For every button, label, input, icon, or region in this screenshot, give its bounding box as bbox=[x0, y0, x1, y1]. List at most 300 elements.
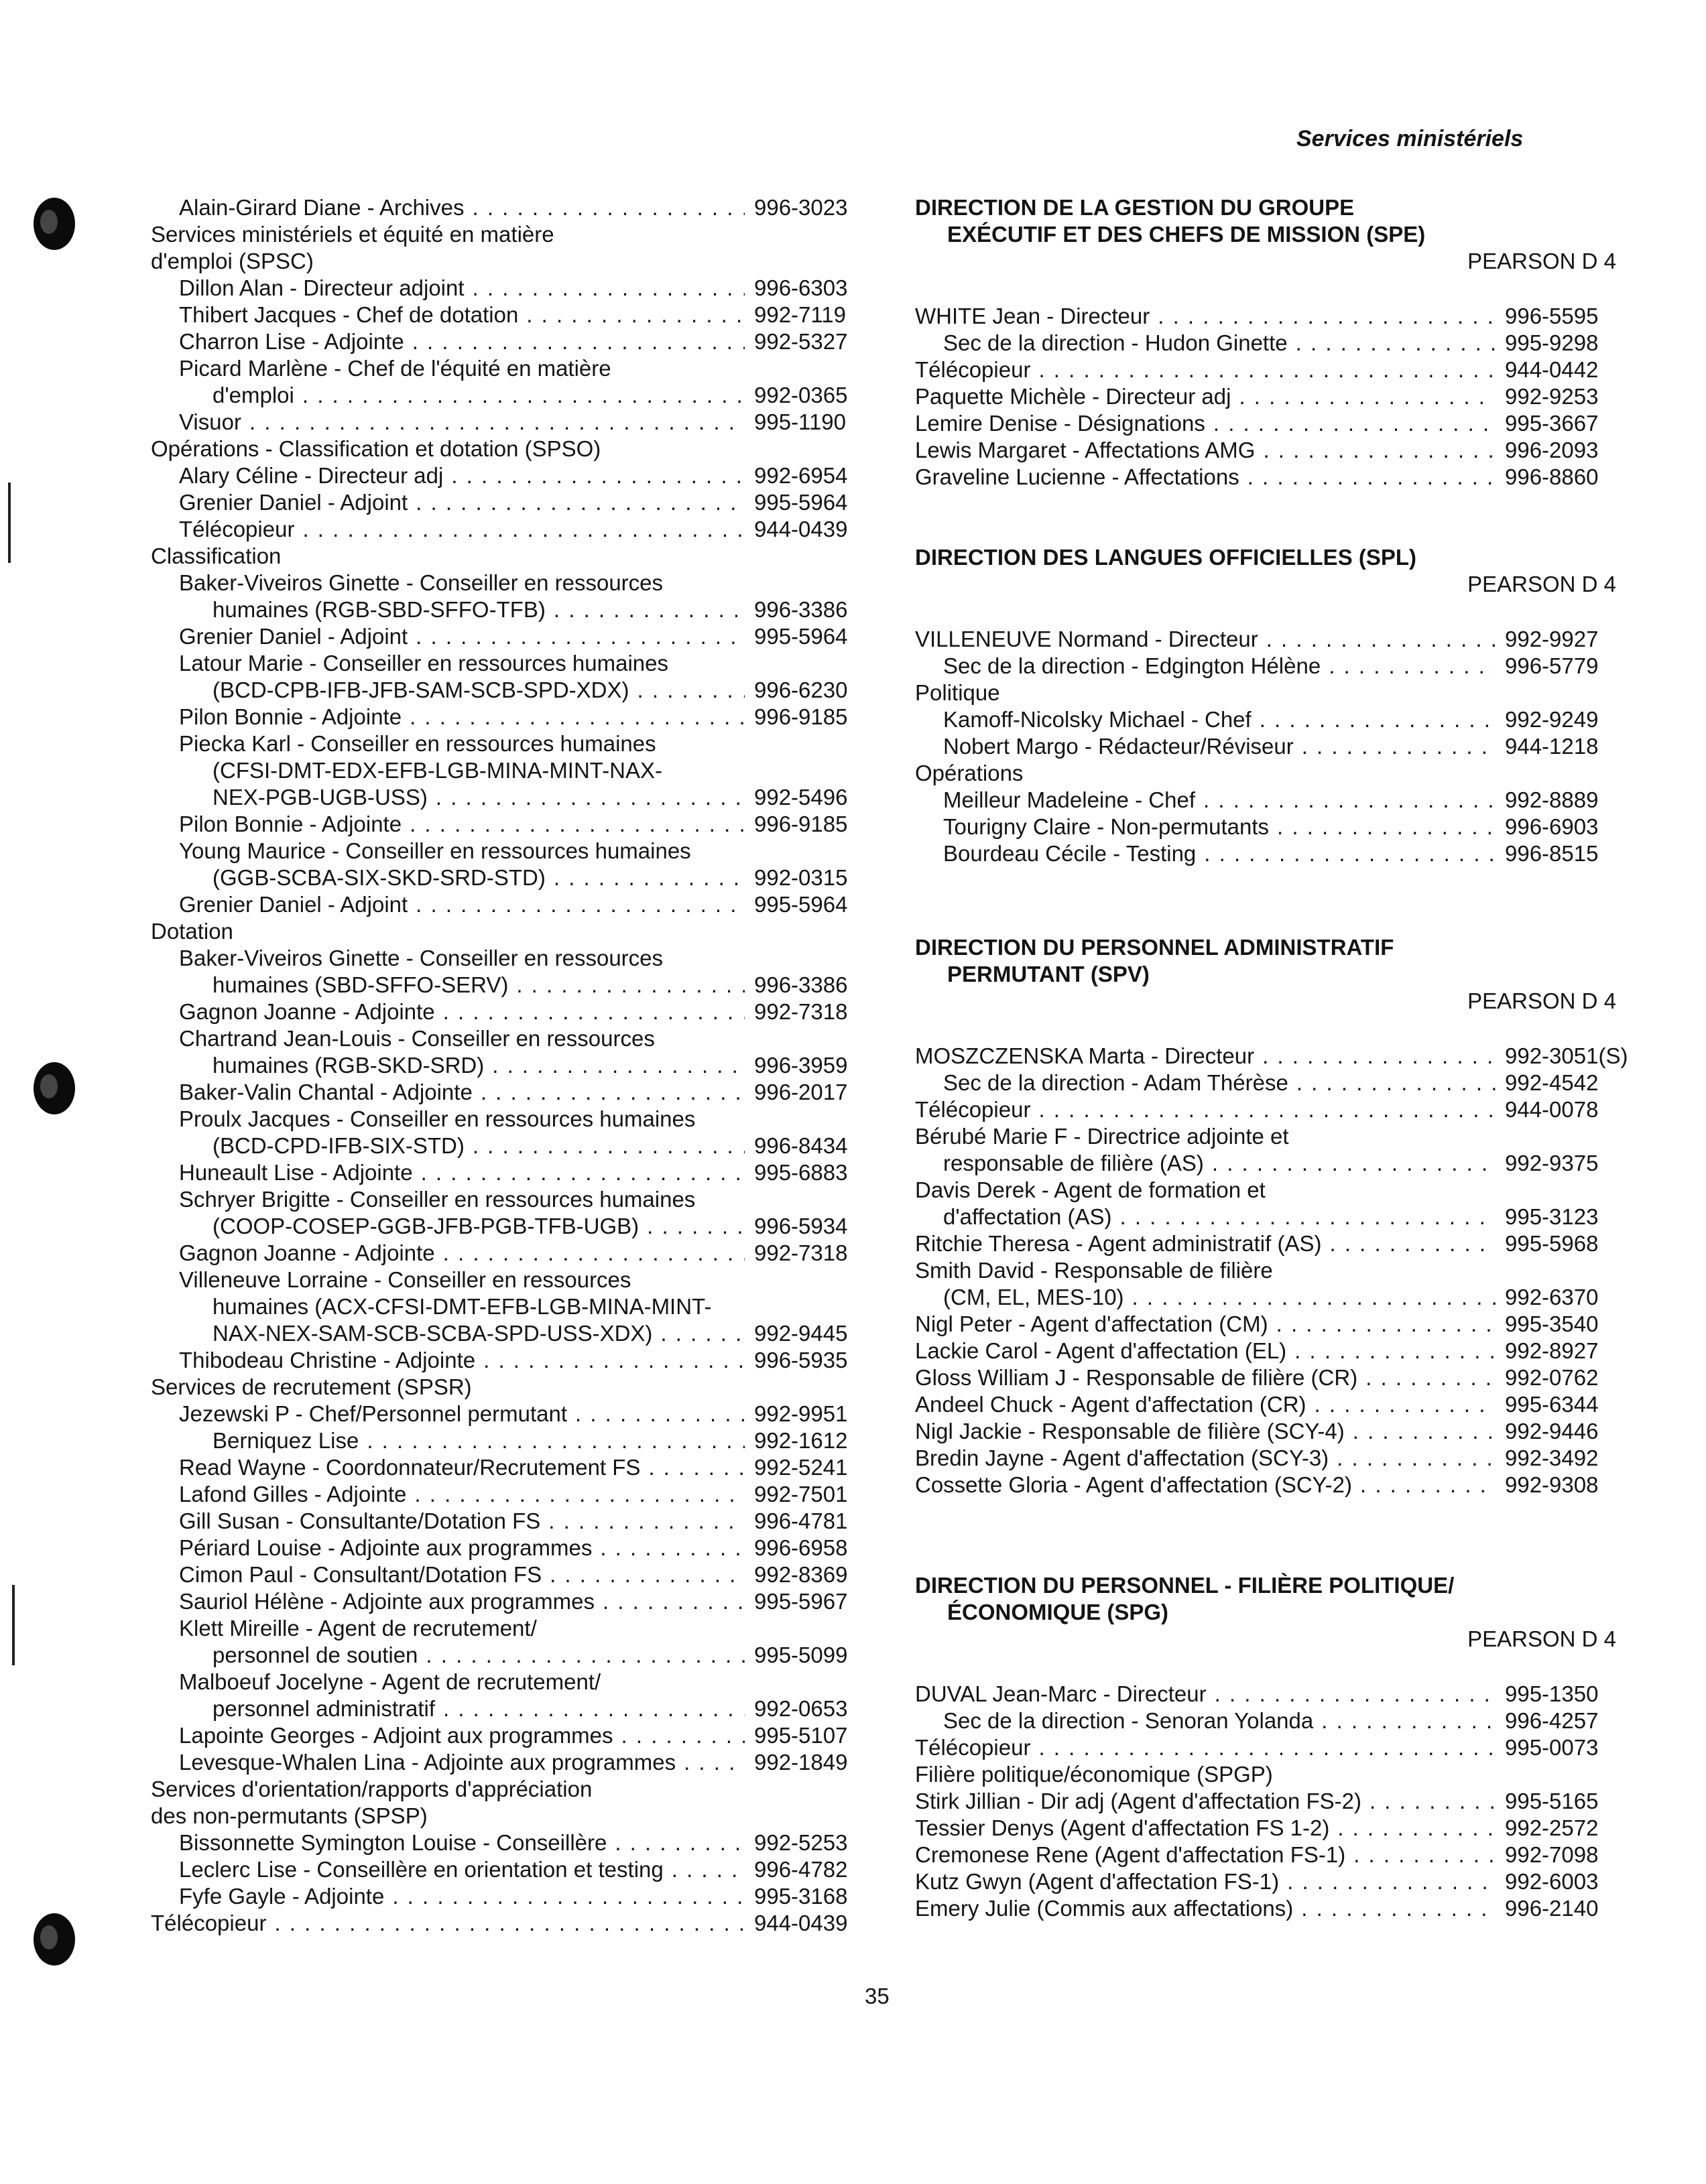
entry-phone: 992-1612 bbox=[754, 1428, 848, 1453]
entry-label: Lewis Margaret - Affectations AMG bbox=[915, 437, 1263, 464]
entry-label: DUVAL Jean-Marc - Directeur bbox=[915, 1681, 1215, 1708]
entry-label: (BCD-CPD-IFB-SIX-STD) bbox=[212, 1133, 473, 1159]
entry-phone: 996-5934 bbox=[754, 1214, 848, 1238]
directory-entry bbox=[151, 1186, 861, 1213]
entry-label: Berniquez Lise bbox=[212, 1427, 367, 1454]
directory-entry bbox=[151, 1508, 861, 1535]
directory-entry bbox=[151, 1427, 861, 1454]
entry-label: Baker-Viveiros Ginette - Conseiller en ressources bbox=[179, 570, 671, 596]
entry-label: (CM, EL, MES-10) bbox=[943, 1284, 1132, 1311]
entry-label: humaines (SBD-SFFO-SERV) bbox=[212, 972, 516, 999]
directory-entry bbox=[151, 596, 861, 623]
entry-phone: 996-6303 bbox=[754, 275, 848, 300]
entry-label: (CFSI-DMT-EDX-EFB-LGB-MINA-MINT-NAX- bbox=[212, 757, 670, 784]
entry-phone: 996-3386 bbox=[754, 597, 848, 622]
directory-entry bbox=[151, 1454, 861, 1481]
entry-label: Stirk Jillian - Dir adj (Agent d'affectation FS-2) bbox=[915, 1788, 1369, 1815]
entry-label: Schryer Brigitte - Conseiller en ressources humaines bbox=[179, 1186, 703, 1213]
entry-phone: 992-9951 bbox=[754, 1401, 848, 1426]
entry-label: Gloss William J - Responsable de filière (CR) bbox=[915, 1364, 1365, 1391]
entry-label: Picard Marlène - Chef de l'équité en matière bbox=[179, 355, 619, 382]
building-label: PEARSON D 4 bbox=[1467, 572, 1616, 596]
directory-entry bbox=[151, 811, 861, 838]
section-title: DIRECTION DU PERSONNEL ADMINISTRATIF bbox=[915, 935, 1394, 960]
entry-phone: 992-3051(S) bbox=[1505, 1043, 1628, 1068]
directory-entry bbox=[915, 1257, 1619, 1284]
building-label: PEARSON D 4 bbox=[1467, 249, 1616, 273]
entry-phone: 995-3667 bbox=[1505, 411, 1599, 436]
section-title: DIRECTION DES LANGUES OFFICIELLES (SPL) bbox=[915, 545, 1417, 570]
entry-label: Proulx Jacques - Conseiller en ressources humaines bbox=[179, 1106, 703, 1133]
directory-entry bbox=[151, 1615, 861, 1642]
entry-phone: 944-1218 bbox=[1505, 734, 1599, 759]
directory-entry bbox=[915, 1788, 1619, 1815]
entry-phone: 992-8889 bbox=[1505, 787, 1599, 812]
directory-entry bbox=[915, 733, 1619, 760]
entry-phone: 992-9249 bbox=[1505, 707, 1599, 732]
entry-phone: 996-6230 bbox=[754, 678, 848, 702]
directory-entry bbox=[151, 1749, 861, 1776]
entry-phone: 996-6958 bbox=[754, 1535, 848, 1560]
entry-label: Jezewski P - Chef/Personnel permutant bbox=[179, 1401, 575, 1427]
directory-entry bbox=[915, 1150, 1619, 1177]
entry-label: Télécopieur bbox=[915, 357, 1038, 383]
entry-label: Gagnon Joanne - Adjointe bbox=[179, 999, 443, 1025]
entry-phone: 996-9185 bbox=[754, 812, 848, 836]
section-title: PERMUTANT (SPV) bbox=[947, 962, 1150, 986]
section-title: DIRECTION DU PERSONNEL - FILIÈRE POLITIQUE/ bbox=[915, 1573, 1455, 1598]
directory-entry bbox=[151, 543, 861, 570]
directory-section bbox=[915, 194, 1619, 491]
directory-entry bbox=[915, 706, 1619, 733]
directory-entry bbox=[915, 814, 1619, 840]
entry-phone: 992-9375 bbox=[1505, 1151, 1599, 1175]
directory-entry bbox=[151, 1829, 861, 1856]
entry-label: Latour Marie - Conseiller en ressources humaines bbox=[179, 650, 676, 677]
entry-label: Bredin Jayne - Agent d'affectation (SCY-3) bbox=[915, 1445, 1337, 1472]
directory-entry bbox=[915, 1284, 1619, 1311]
entry-phone: 992-0653 bbox=[754, 1696, 848, 1721]
entry-label: Thibert Jacques - Chef de dotation bbox=[179, 302, 526, 328]
entry-label: Andeel Chuck - Agent d'affectation (CR) bbox=[915, 1391, 1315, 1418]
entry-phone: 995-3168 bbox=[754, 1884, 848, 1909]
entry-phone: 996-5595 bbox=[1505, 304, 1599, 328]
entry-label: Gill Susan - Consultante/Dotation FS bbox=[179, 1508, 548, 1535]
directory-entry bbox=[151, 462, 861, 489]
directory-entry bbox=[151, 1883, 861, 1910]
entry-phone: 992-7318 bbox=[754, 1240, 848, 1265]
entry-label: Piecka Karl - Conseiller en ressources humaines bbox=[179, 730, 664, 757]
directory-entry bbox=[151, 409, 861, 436]
entry-phone: 995-3540 bbox=[1505, 1311, 1599, 1336]
entry-label: NAX-NEX-SAM-SCB-SCBA-SPD-USS-XDX) bbox=[212, 1320, 660, 1347]
directory-entry bbox=[151, 1079, 861, 1106]
entry-phone: 992-7318 bbox=[754, 999, 848, 1024]
directory-entry bbox=[915, 1418, 1619, 1445]
directory-entry bbox=[915, 1204, 1619, 1230]
entry-phone: 992-0365 bbox=[754, 383, 848, 407]
entry-phone: 992-4542 bbox=[1505, 1070, 1599, 1095]
entry-label: Smith David - Responsable de filière bbox=[915, 1257, 1281, 1284]
directory-entry bbox=[915, 383, 1619, 410]
entry-label: Lafond Gilles - Adjointe bbox=[179, 1481, 414, 1508]
directory-entry bbox=[151, 302, 861, 328]
entry-phone: 944-0442 bbox=[1505, 357, 1599, 382]
entry-label: humaines (RGB-SKD-SRD) bbox=[212, 1052, 492, 1079]
entry-label: Alary Céline - Directeur adj bbox=[179, 462, 451, 489]
entry-label: Young Maurice - Conseiller en ressources humaines bbox=[179, 838, 699, 864]
directory-entry bbox=[151, 1803, 861, 1829]
entry-phone: 995-1190 bbox=[754, 409, 847, 434]
directory-entry bbox=[915, 1338, 1619, 1364]
directory-entry bbox=[151, 1267, 861, 1293]
entry-phone: 996-5779 bbox=[1505, 653, 1599, 678]
page-header: Services ministériels bbox=[1296, 126, 1524, 151]
entry-phone: 996-2017 bbox=[754, 1080, 848, 1104]
directory-entry bbox=[151, 757, 861, 784]
building-label: PEARSON D 4 bbox=[1467, 1626, 1616, 1651]
entry-label: Baker-Viveiros Ginette - Conseiller en ressources bbox=[179, 945, 671, 972]
entry-phone: 996-3959 bbox=[754, 1053, 848, 1078]
entry-phone: 992-6003 bbox=[1505, 1869, 1599, 1894]
entry-label: Grenier Daniel - Adjoint bbox=[179, 623, 416, 650]
page-number: 35 bbox=[865, 1984, 890, 2008]
directory-section bbox=[915, 934, 1628, 1498]
section-title: EXÉCUTIF ET DES CHEFS DE MISSION (SPE) bbox=[947, 222, 1426, 247]
entry-phone: 995-5964 bbox=[754, 490, 848, 515]
entry-label: Lackie Carol - Agent d'affectation (EL) bbox=[915, 1338, 1294, 1364]
entry-phone: 995-5964 bbox=[754, 892, 848, 917]
directory-entry bbox=[151, 1856, 861, 1883]
directory-entry bbox=[915, 1311, 1619, 1338]
entry-phone: 995-6883 bbox=[754, 1160, 848, 1185]
entry-phone: 992-9253 bbox=[1505, 384, 1599, 409]
entry-phone: 992-0762 bbox=[1505, 1365, 1599, 1390]
entry-label: Services ministériels et équité en matière bbox=[151, 221, 562, 248]
directory-entry bbox=[915, 1230, 1619, 1257]
directory-entry bbox=[915, 1123, 1619, 1150]
entry-phone: 996-2093 bbox=[1505, 438, 1599, 462]
entry-label: Télécopieur bbox=[915, 1096, 1038, 1123]
directory-entry bbox=[915, 1842, 1619, 1868]
directory-entry bbox=[151, 1776, 861, 1803]
entry-label: Lemire Denise - Désignations bbox=[915, 410, 1213, 437]
entry-phone: 995-5967 bbox=[754, 1589, 848, 1614]
directory-entry bbox=[151, 891, 861, 918]
entry-label: Cimon Paul - Consultant/Dotation FS bbox=[179, 1561, 550, 1588]
directory-entry bbox=[151, 623, 861, 650]
right-column bbox=[915, 194, 1628, 1922]
entry-phone: 996-9185 bbox=[754, 704, 848, 729]
entry-label: d'emploi (SPSC) bbox=[151, 248, 322, 275]
entry-phone: 992-7098 bbox=[1505, 1842, 1599, 1867]
entry-phone: 995-5964 bbox=[754, 624, 848, 649]
entry-label: Nigl Jackie - Responsable de filière (SCY-4) bbox=[915, 1418, 1353, 1445]
directory-entry bbox=[151, 838, 861, 864]
entry-phone: 992-6954 bbox=[754, 463, 848, 488]
entry-phone: 992-5253 bbox=[754, 1830, 848, 1855]
entry-phone: 996-3023 bbox=[754, 195, 848, 220]
entry-label: Malboeuf Jocelyne - Agent de recrutement/ bbox=[179, 1669, 609, 1695]
entry-label: Opérations - Classification et dotation (SPSO) bbox=[151, 436, 609, 462]
directory-entry bbox=[151, 999, 861, 1025]
binder-hole bbox=[34, 1062, 75, 1114]
entry-phone: 992-8927 bbox=[1505, 1338, 1599, 1363]
entry-phone: 995-0073 bbox=[1505, 1735, 1599, 1760]
entry-label: Visuor bbox=[179, 409, 249, 436]
entry-label: Services de recrutement (SPSR) bbox=[151, 1374, 480, 1401]
entry-label: Télécopieur bbox=[915, 1734, 1038, 1761]
entry-phone: 996-4257 bbox=[1505, 1708, 1599, 1733]
directory-entry bbox=[915, 1761, 1619, 1788]
directory-entry bbox=[151, 1561, 861, 1588]
entry-label: Alain-Girard Diane - Archives bbox=[179, 194, 473, 221]
entry-label: Gagnon Joanne - Adjointe bbox=[179, 1240, 443, 1267]
directory-entry bbox=[151, 221, 861, 248]
entry-phone: 992-1849 bbox=[754, 1750, 848, 1775]
directory-entry bbox=[915, 303, 1619, 330]
directory-entry bbox=[915, 1364, 1619, 1391]
directory-entry bbox=[151, 1588, 861, 1615]
entry-label: Sec de la direction - Hudon Ginette bbox=[943, 330, 1296, 357]
directory-entry bbox=[151, 1669, 861, 1695]
directory-entry bbox=[915, 840, 1619, 867]
entry-label: Graveline Lucienne - Affectations bbox=[915, 464, 1247, 491]
directory-entry bbox=[915, 1043, 1628, 1070]
entry-label: Emery Julie (Commis aux affectations) bbox=[915, 1895, 1301, 1922]
entry-label: Cossette Gloria - Agent d'affectation (SCY-2) bbox=[915, 1472, 1360, 1498]
directory-entry bbox=[151, 1025, 861, 1052]
directory-entry bbox=[151, 489, 861, 516]
entry-label: d'emploi bbox=[212, 382, 302, 409]
entry-label: Ritchie Theresa - Agent administratif (AS) bbox=[915, 1230, 1329, 1257]
entry-label: MOSZCZENSKA Marta - Directeur bbox=[915, 1043, 1262, 1070]
directory-entry bbox=[915, 1096, 1619, 1123]
entry-phone: 996-4782 bbox=[754, 1857, 848, 1882]
entry-label: Dotation bbox=[151, 918, 241, 945]
directory-entry bbox=[915, 1391, 1619, 1418]
entry-phone: 995-3123 bbox=[1505, 1204, 1599, 1229]
entry-phone: 992-7501 bbox=[754, 1482, 848, 1506]
directory-entry bbox=[151, 382, 861, 409]
entry-label: Fyfe Gayle - Adjointe bbox=[179, 1883, 392, 1910]
directory-entry bbox=[915, 1445, 1619, 1472]
directory-entry bbox=[915, 1734, 1619, 1761]
entry-label: (COOP-COSEP-GGB-JFB-PGB-TFB-UGB) bbox=[212, 1213, 647, 1240]
directory-entry bbox=[915, 787, 1619, 814]
directory-entry bbox=[915, 1895, 1619, 1922]
directory-entry bbox=[151, 328, 861, 355]
entry-label: Chartrand Jean-Louis - Conseiller en ressources bbox=[179, 1025, 663, 1052]
directory-entry bbox=[915, 1070, 1619, 1096]
entry-label: Davis Derek - Agent de formation et bbox=[915, 1177, 1274, 1204]
directory-entry bbox=[151, 248, 861, 275]
entry-phone: 996-8515 bbox=[1505, 841, 1599, 866]
entry-label: Sauriol Hélène - Adjointe aux programmes bbox=[179, 1588, 603, 1615]
entry-label: Tessier Denys (Agent d'affectation FS 1-2) bbox=[915, 1815, 1337, 1842]
entry-label: Levesque-Whalen Lina - Adjointe aux programmes bbox=[179, 1749, 684, 1776]
directory-entry bbox=[151, 1320, 861, 1347]
directory-entry bbox=[151, 945, 861, 972]
entry-phone: 995-6344 bbox=[1505, 1392, 1599, 1417]
entry-label: Services d'orientation/rapports d'appréciation bbox=[151, 1776, 600, 1803]
entry-phone: 992-9446 bbox=[1505, 1419, 1599, 1443]
directory-entry bbox=[151, 1159, 861, 1186]
directory-entry bbox=[915, 1177, 1619, 1204]
directory-entry bbox=[151, 972, 861, 999]
entry-label: Cremonese Rene (Agent d'affectation FS-1) bbox=[915, 1842, 1353, 1868]
directory-entry bbox=[915, 1472, 1619, 1498]
directory-entry bbox=[915, 410, 1619, 437]
entry-label: Huneault Lise - Adjointe bbox=[179, 1159, 421, 1186]
entry-phone: 996-6903 bbox=[1505, 814, 1599, 839]
left-column bbox=[151, 194, 861, 1937]
directory-entry bbox=[151, 194, 861, 221]
entry-phone: 996-8434 bbox=[754, 1133, 848, 1158]
entry-label: Sec de la direction - Senoran Yolanda bbox=[943, 1708, 1321, 1734]
entry-phone: 992-9308 bbox=[1505, 1472, 1599, 1497]
section-title: ÉCONOMIQUE (SPG) bbox=[947, 1600, 1169, 1624]
directory-entry bbox=[151, 677, 861, 704]
entry-phone: 996-5935 bbox=[754, 1348, 848, 1372]
entry-label: personnel administratif bbox=[212, 1695, 443, 1722]
directory-entry bbox=[915, 357, 1619, 383]
entry-label: Télécopieur bbox=[151, 1910, 274, 1937]
directory-entry bbox=[915, 437, 1619, 464]
entry-label: Bissonnette Symington Louise - Conseillère bbox=[179, 1829, 615, 1856]
entry-phone: 996-3386 bbox=[754, 972, 848, 997]
directory-entry bbox=[151, 516, 861, 543]
entry-label: Sec de la direction - Edgington Hélène bbox=[943, 653, 1329, 680]
entry-label: Kutz Gwyn (Agent d'affectation FS-1) bbox=[915, 1868, 1287, 1895]
building-label: PEARSON D 4 bbox=[1467, 988, 1616, 1013]
directory-entry bbox=[151, 1213, 861, 1240]
entry-label: Read Wayne - Coordonnateur/Recrutement FS bbox=[179, 1454, 648, 1481]
directory-entry bbox=[151, 1535, 861, 1561]
directory-entry bbox=[151, 355, 861, 382]
directory-entry bbox=[151, 650, 861, 677]
entry-label: d'affectation (AS) bbox=[943, 1204, 1120, 1230]
entry-label: Nigl Peter - Agent d'affectation (CM) bbox=[915, 1311, 1276, 1338]
entry-label: Dillon Alan - Directeur adjoint bbox=[179, 275, 473, 302]
directory-entry bbox=[151, 1910, 861, 1937]
directory-entry bbox=[151, 1722, 861, 1749]
directory-entry bbox=[151, 704, 861, 730]
directory-entry bbox=[151, 1481, 861, 1508]
entry-label: NEX-PGB-UGB-USS) bbox=[212, 784, 436, 811]
directory-entry bbox=[915, 1815, 1619, 1842]
entry-label: Leclerc Lise - Conseillère en orientation et testing bbox=[179, 1856, 672, 1883]
directory-entry bbox=[151, 1374, 861, 1401]
directory-entry bbox=[151, 730, 861, 757]
directory-entry bbox=[915, 1681, 1619, 1708]
entry-label: responsable de filière (AS) bbox=[943, 1150, 1212, 1177]
directory-entry bbox=[915, 330, 1619, 357]
directory-entry bbox=[151, 918, 861, 945]
entry-phone: 996-4781 bbox=[754, 1508, 848, 1533]
directory-entry bbox=[915, 680, 1619, 706]
entry-phone: 992-5241 bbox=[754, 1455, 848, 1480]
entry-phone: 992-2572 bbox=[1505, 1815, 1599, 1840]
entry-label: Charron Lise - Adjointe bbox=[179, 328, 412, 355]
directory-entry bbox=[151, 275, 861, 302]
entry-phone: 992-7119 bbox=[754, 302, 847, 327]
directory-entry bbox=[151, 1133, 861, 1159]
directory-entry bbox=[151, 1293, 861, 1320]
entry-label: Grenier Daniel - Adjoint bbox=[179, 489, 416, 516]
entry-label: VILLENEUVE Normand - Directeur bbox=[915, 626, 1266, 653]
directory-entry bbox=[151, 570, 861, 596]
directory-entry bbox=[151, 1347, 861, 1374]
entry-label: Tourigny Claire - Non-permutants bbox=[943, 814, 1277, 840]
directory-entry bbox=[151, 784, 861, 811]
scan-edge-mark bbox=[12, 1585, 15, 1665]
entry-label: des non-permutants (SPSP) bbox=[151, 1803, 436, 1829]
binder-hole bbox=[34, 198, 75, 250]
directory-entry bbox=[151, 1642, 861, 1669]
entry-label: Politique bbox=[915, 680, 1008, 706]
entry-label: Classification bbox=[151, 543, 289, 570]
entry-label: WHITE Jean - Directeur bbox=[915, 303, 1158, 330]
entry-phone: 992-0315 bbox=[754, 865, 848, 890]
entry-phone: 944-0078 bbox=[1505, 1097, 1599, 1122]
directory-entry bbox=[151, 1695, 861, 1722]
entry-label: Baker-Valin Chantal - Adjointe bbox=[179, 1079, 481, 1106]
entry-phone: 995-5107 bbox=[754, 1723, 848, 1748]
entry-phone: 944-0439 bbox=[754, 517, 848, 541]
entry-label: Paquette Michèle - Directeur adj bbox=[915, 383, 1239, 410]
section-title: DIRECTION DE LA GESTION DU GROUPE bbox=[915, 195, 1355, 220]
entry-phone: 995-9298 bbox=[1505, 330, 1599, 355]
entry-phone: 992-6370 bbox=[1505, 1285, 1599, 1309]
entry-phone: 992-9927 bbox=[1505, 627, 1599, 651]
directory-entry bbox=[915, 1708, 1619, 1734]
entry-label: Thibodeau Christine - Adjointe bbox=[179, 1347, 483, 1374]
entry-phone: 995-1350 bbox=[1505, 1681, 1599, 1706]
entry-label: humaines (ACX-CFSI-DMT-EFB-LGB-MINA-MINT- bbox=[212, 1293, 719, 1320]
entry-label: (BCD-CPB-IFB-JFB-SAM-SCB-SPD-XDX) bbox=[212, 677, 637, 704]
entry-phone: 944-0439 bbox=[754, 1911, 848, 1935]
binder-hole bbox=[34, 1913, 75, 1966]
entry-phone: 995-5099 bbox=[754, 1643, 848, 1667]
entry-label: Sec de la direction - Adam Thérèse bbox=[943, 1070, 1296, 1096]
entry-phone: 992-8369 bbox=[754, 1562, 848, 1587]
scan-edge-mark bbox=[8, 483, 11, 563]
entry-label: Lapointe Georges - Adjoint aux programmes bbox=[179, 1722, 621, 1749]
directory-section bbox=[915, 544, 1619, 867]
directory-section bbox=[915, 1572, 1619, 1922]
entry-label: Klett Mireille - Agent de recrutement/ bbox=[179, 1615, 545, 1642]
directory-entry bbox=[915, 464, 1619, 491]
entry-label: Meilleur Madeleine - Chef bbox=[943, 787, 1203, 814]
directory-entry bbox=[151, 1240, 861, 1267]
entry-label: Villeneuve Lorraine - Conseiller en ressources bbox=[179, 1267, 639, 1293]
directory-entry bbox=[151, 1401, 861, 1427]
directory-entry bbox=[151, 1106, 861, 1133]
directory-entry bbox=[915, 626, 1619, 653]
entry-label: Bérubé Marie F - Directrice adjointe et bbox=[915, 1123, 1297, 1150]
entry-label: Grenier Daniel - Adjoint bbox=[179, 891, 416, 918]
entry-phone: 992-3492 bbox=[1505, 1446, 1599, 1470]
entry-label: Nobert Margo - Rédacteur/Réviseur bbox=[943, 733, 1302, 760]
entry-phone: 996-2140 bbox=[1505, 1896, 1599, 1921]
entry-label: humaines (RGB-SBD-SFFO-TFB) bbox=[212, 596, 554, 623]
entry-label: Périard Louise - Adjointe aux programmes bbox=[179, 1535, 600, 1561]
entry-phone: 992-9445 bbox=[754, 1321, 848, 1346]
entry-phone: 996-8860 bbox=[1505, 464, 1599, 489]
directory-entry bbox=[915, 760, 1619, 787]
entry-label: Bourdeau Cécile - Testing bbox=[943, 840, 1204, 867]
